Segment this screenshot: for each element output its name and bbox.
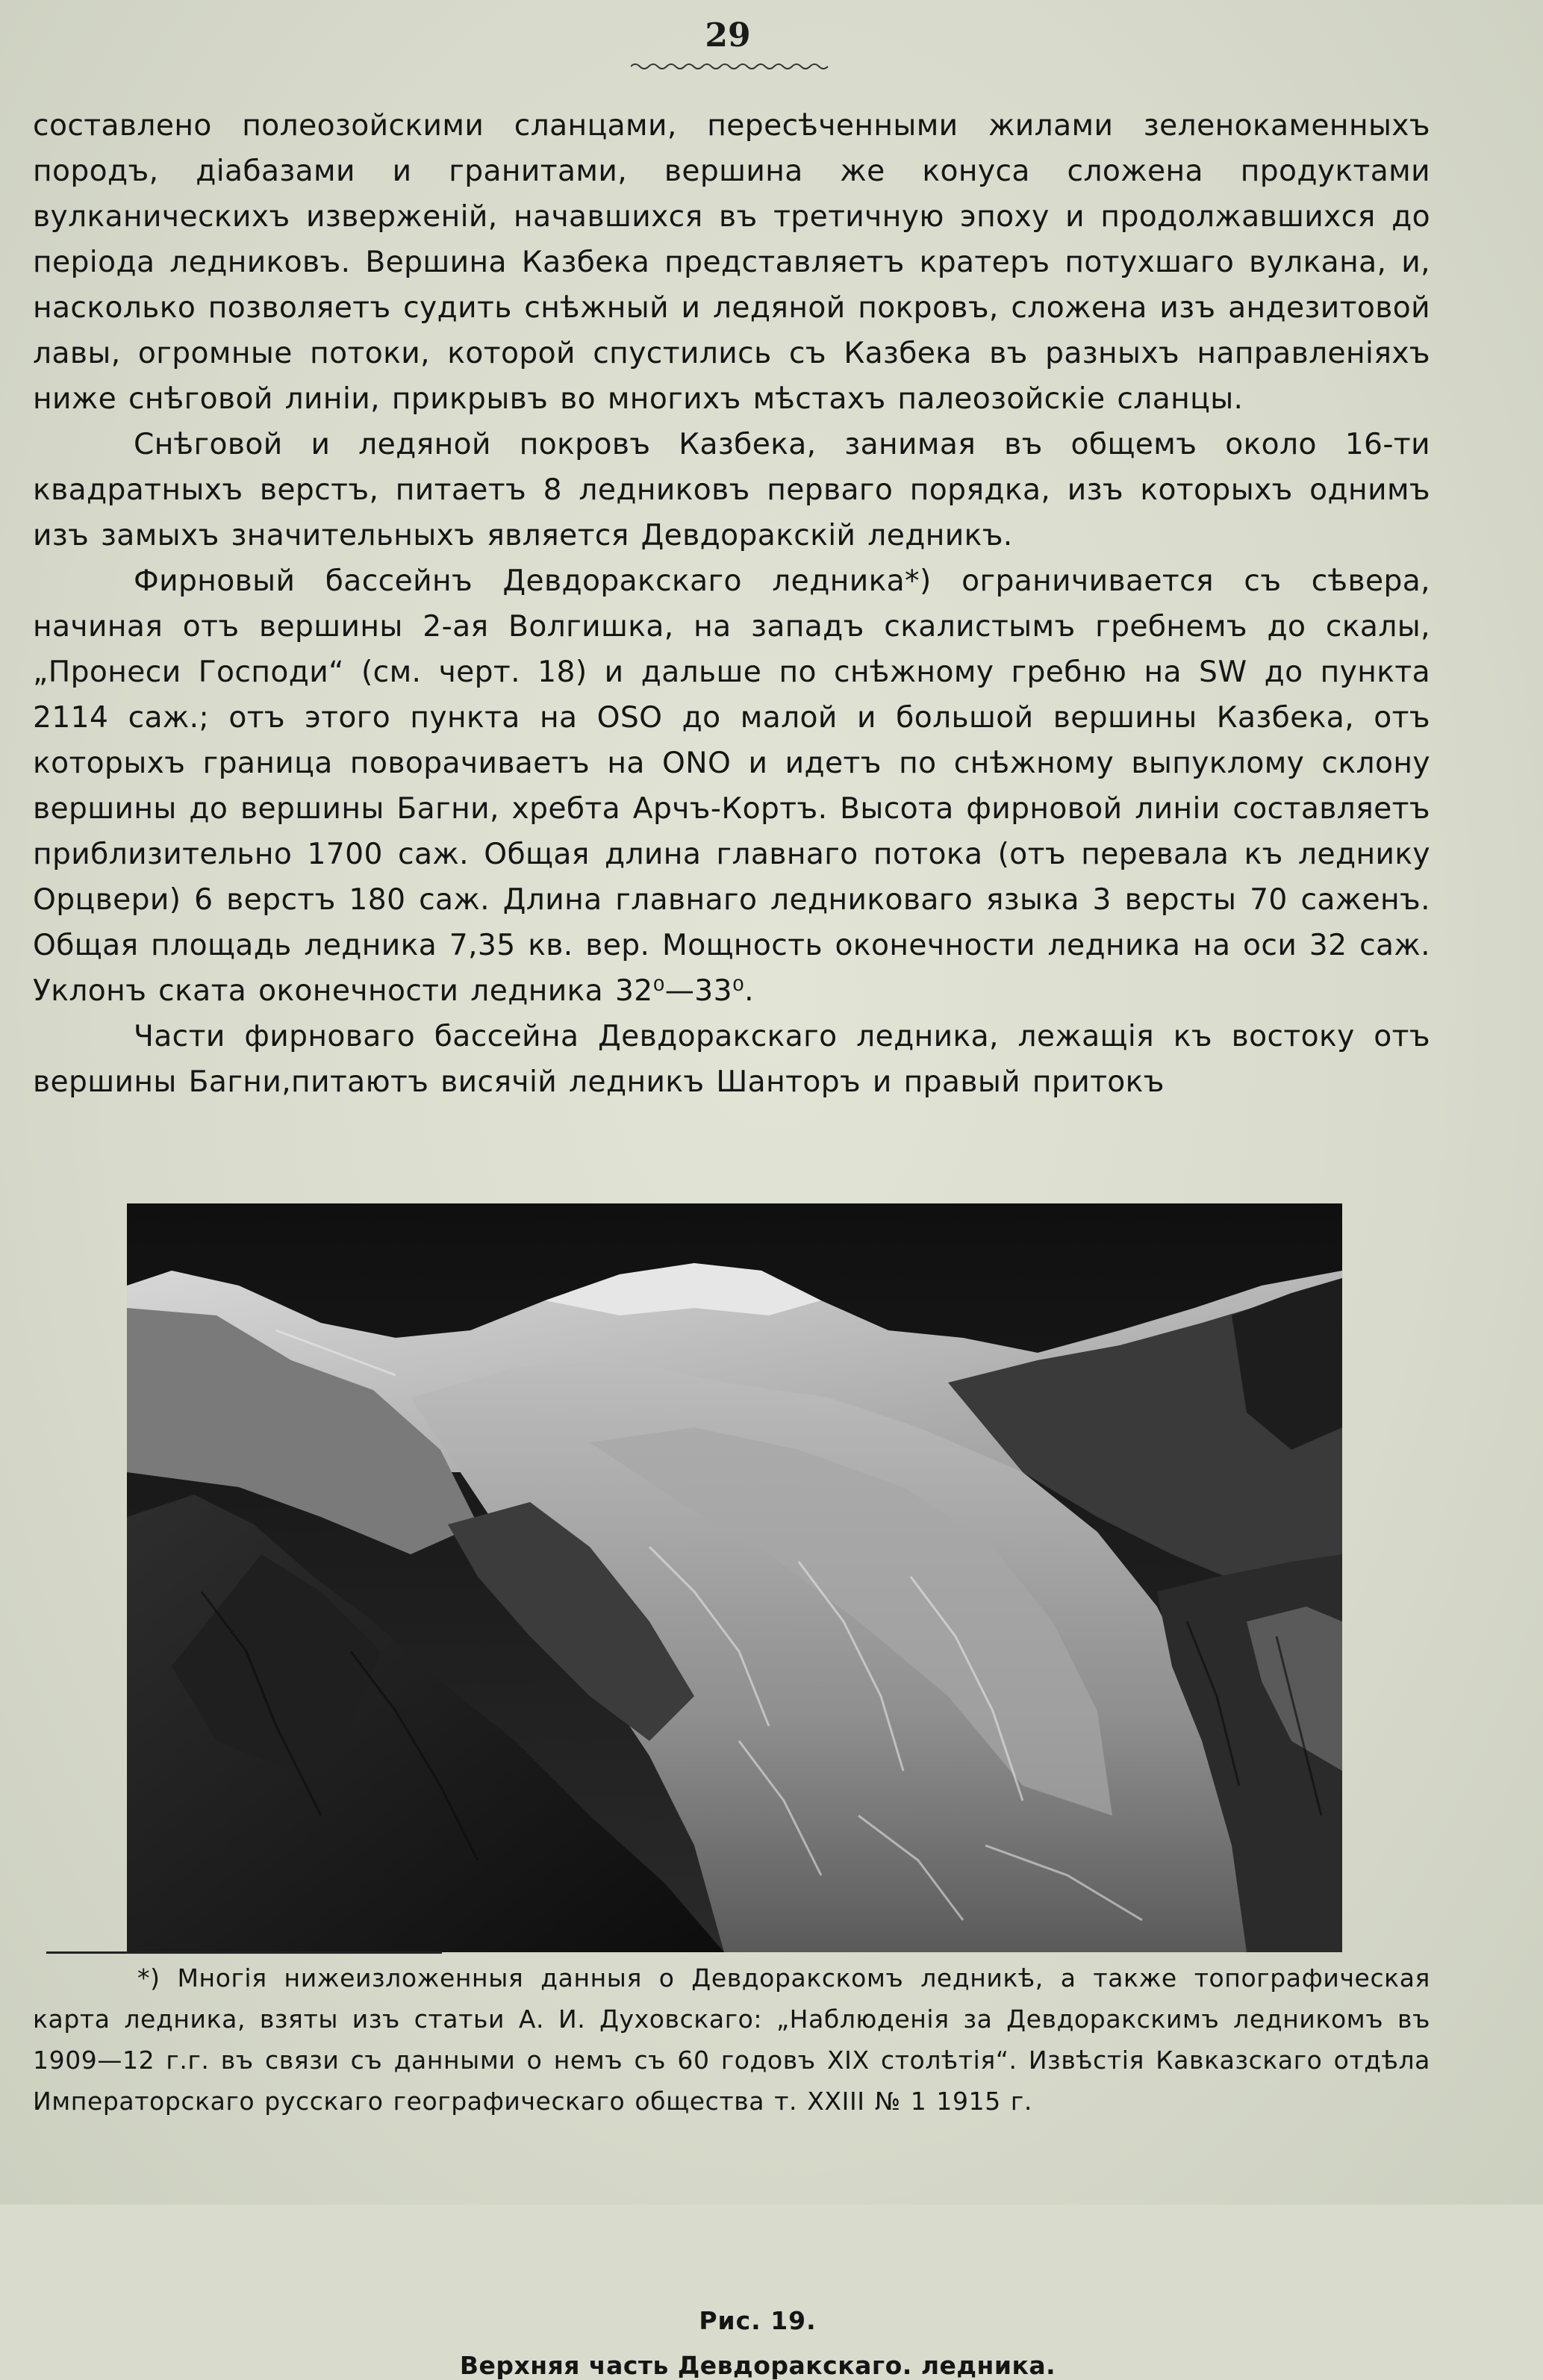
paragraph-1: составлено полеозойскими сланцами, пересѣченными жилами зеленокаменныхъ породъ, діабазами и гранитами, вершина же конуса сложена продуктами вулканическихъ изверженій, начавшихся въ третичную эпоху и продолжавшихся до періода ледниковъ. Вершина Казбека представляетъ кратеръ потухшаго вулкана, и, насколько позволяетъ судить снѣжный и ледяной покровъ, сложена изъ андезитовой лавы, огромные потоки, которой спустились съ Казбека въ разныхъ направленіяхъ ниже снѣговой линіи, прикрывъ во многихъ мѣстахъ палеозойскіе сланцы. [33,109,1430,416]
figure-number: Рис. 19. [699,2306,817,2335]
body-text [33,103,1430,1105]
footnote [33,1957,1430,2122]
footnote-divider [46,1951,442,1954]
page-number-ornament [631,61,832,72]
mountain-glacier-photo-icon [127,1203,1342,1952]
paragraph-4: Части фирноваго бассейна Девдоракскаго ледника, лежащія къ востоку отъ вершины Багни,питаютъ висячій ледникъ Шанторъ и правый притокъ [33,1020,1430,1099]
paragraph-3: Фирновый бассейнъ Девдоракскаго ледника*) ограничивается съ сѣвера, начиная отъ вершины 2-ая Волгишка, на западъ скалистымъ гребнемъ до скалы, „Пронеси Господи“ (см. черт. 18) и дальше по снѣжному гребню на SW до пункта 2114 саж.; отъ этого пункта на OSO до малой и большой вершины Казбека, отъ которыхъ граница поворачиваетъ на ONO и идетъ по снѣжному выпуклому склону вершины до вершины Багни, хребта Арчъ-Кортъ. Высота фирновой линіи составляетъ приблизительно 1700 саж. Общая длина главнаго потока (отъ перевала къ леднику Орцвери) 6 верстъ 180 саж. Длина главнаго ледниковаго языка 3 версты 70 саженъ. Общая площадь ледника 7,35 кв. вер. Мощность оконечности ледника на оси 32 саж. Уклонъ ската оконечности ледника 32⁰—33⁰. [33,564,1430,1008]
footnote-text: *) Многія нижеизложенныя данныя о Девдоракскомъ ледникѣ, а также топографическая карта ледника, взяты изъ статьи А. И. Духовскаго: „Наблюденія за Девдоракскимъ ледникомъ въ 1909—12 г.г. въ связи съ данными о немъ съ 60 годовъ XIX столѣтія“. Извѣстія Кавказскаго отдѣла Императорскаго русскаго географическаго общества т. XXIII № 1 1915 г. [33,1963,1430,2116]
paragraph-2: Снѣговой и ледяной покровъ Казбека, занимая въ общемъ около 16-ти квадратныхъ верстъ, питаетъ 8 ледниковъ перваго порядка, изъ которыхъ однимъ изъ замыхъ значительныхъ является Девдоракскій ледникъ. [33,428,1430,552]
page-number: 29 [705,16,751,54]
glacier-photo [127,1203,1342,1952]
figure-caption: Верхняя часть Девдоракскаго. ледника. [459,2351,1056,2380]
